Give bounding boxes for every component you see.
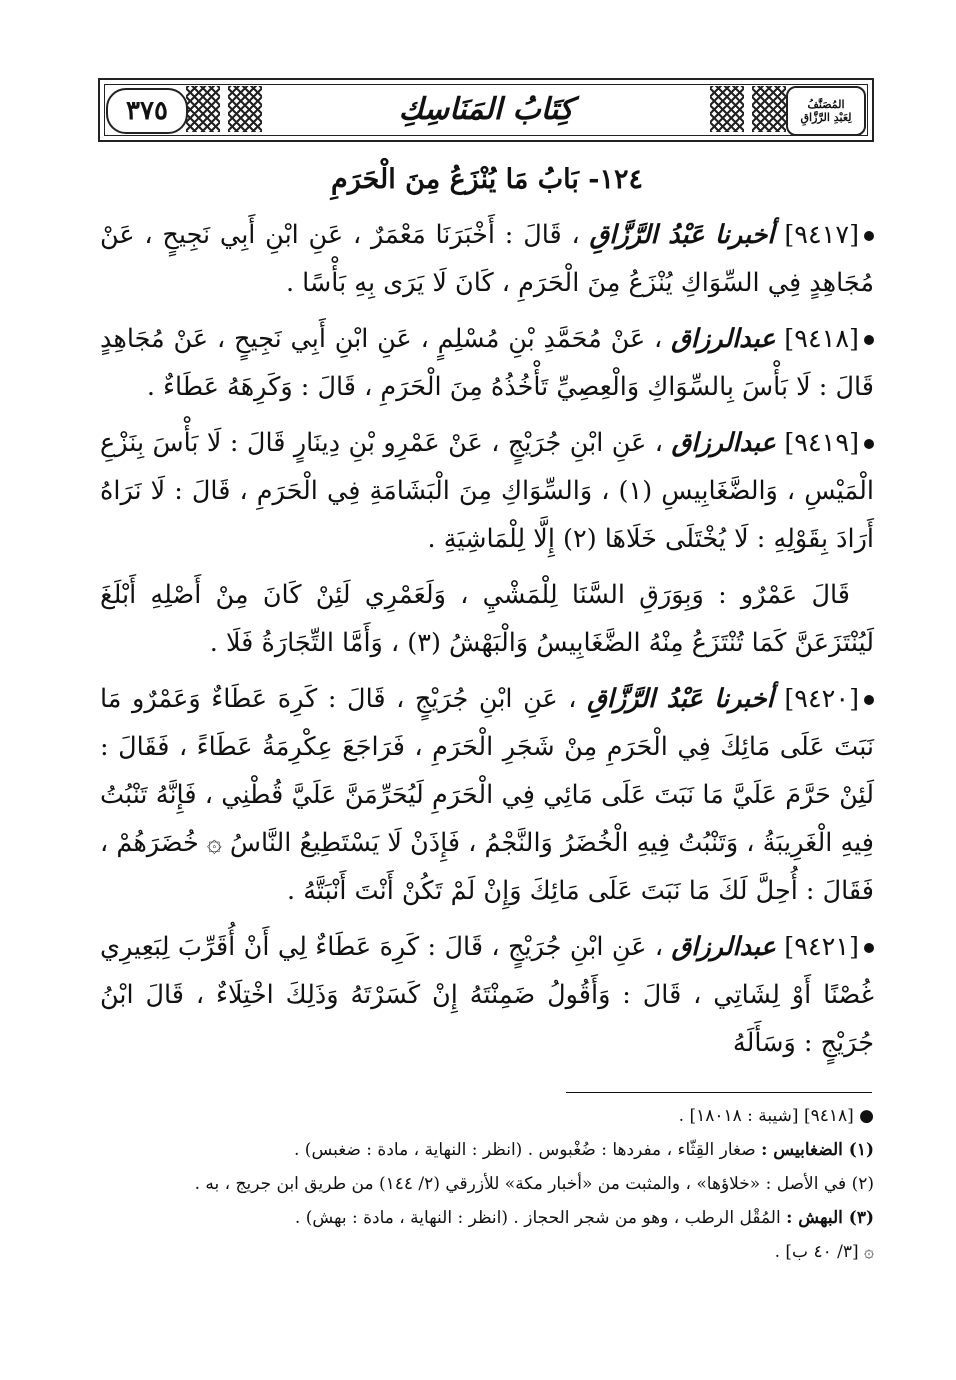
hadith-text: ، عَنِ ابْنِ جُرَيْجٍ ، قَالَ : كَرِهَ عَطَاءٌ لِي أَنْ أُقَرِّبَ لِبَعِيرِي غُصْنًا أَوْ لِشَاتِي ، قَالَ : وَأَقُولُ ضَمِنْتَهُ إِنْ كَسَرْتَهُ وَذَلِكَ اخْتِلَاءٌ ، قَالَ ابْنُ جُرَيْجٍ : وَسَأَلَهُ (100, 932, 874, 1058)
hadith-source: أخبرنا عَبْدُ الرَّزَّاقِ (589, 220, 775, 250)
bullet-icon (864, 231, 874, 241)
footnote (100, 1204, 874, 1232)
bullet-icon (864, 943, 874, 953)
chapter-title: ١٢٤- بَابُ مَا يُنْزَعُ مِنَ الْحَرَمِ (330, 164, 644, 195)
hadith-text: ، قَالَ : أَخْبَرَنَا مَعْمَرٌ ، عَنِ ابْنِ أَبِي نَجِيحٍ ، عَنْ مُجَاهِدٍ فِي السِّوَاكِ يُنْزَعُ مِنَ الْحَرَمِ ، كَانَ لَا يَرَى بِهِ بَأْسًا . (100, 220, 874, 298)
footnote (100, 1238, 874, 1266)
hadith-9420 (100, 675, 874, 915)
publisher-logo (786, 86, 866, 136)
hadith-9417 (100, 211, 874, 307)
statement-text: قَالَ عَمْرٌو : وَبِوَرَقِ السَّنَا لِلْمَشْيِ ، وَلَعَمْرِي لَئِنْ كَانَ مِنْ أَصْلِهِ أَبْلَغَ لَيُنْتَزَعَنَّ كَمَا تُنْتَزَعُ مِنْهُ الضَّغَابِيسُ وَالْبَهْشُ (٣) ، وَأَمَّا التِّجَارَةُ فَلَا . (100, 580, 874, 658)
hadith-text: ، عَنِ ابْنِ جُرَيْجٍ ، قَالَ : كَرِهَ عَطَاءٌ وَعَمْرٌو مَا نَبَتَ عَلَى مَائِكَ فِي الْحَرَمِ مِنْ شَجَرِ الْحَرَمِ ، فَرَاجَعَ عِكْرِمَةُ عَطَاءً ، فَقَالَ : لَئِنْ حَرَّمَ عَلَيَّ مَا نَبَتَ عَلَى مَائِي فِي الْحَرَمِ لَيُحَرِّمَنَّ عَلَيَّ قُطْنِي ، فَإِنَّهُ تَنْبُتُ فِيهِ الْغَرِيبَةُ ، وَتَنْبُتُ فِيهِ الْخُضَرُ وَالنَّجْمُ ، فَإِذَنْ لَا يَسْتَطِيعُ النَّاسُ ۞ خُضَرَهُمْ ، فَقَالَ : أُحِلَّ لَكَ مَا نَبَتَ عَلَى مَائِكَ وَإِنْ لَمْ تَكُنْ أَنْتَ أَنْبَتَّهُ . (100, 684, 874, 906)
logo-line-2: لِعَبْدِ الرَّزَّاقِ (800, 111, 852, 124)
ornament-right-1 (752, 86, 786, 132)
footnote-text: صغار القِثّاء ، مفردها : ضُغْبوس . (انظر : النهاية ، مادة : ضغبس) . (294, 1140, 762, 1160)
hadith-source: أخبرنا عَبْدُ الرَّزَّاقِ (587, 684, 774, 714)
page-number: ٣٧٥ (106, 88, 188, 134)
hadith-source: عبدالرزاق (671, 932, 776, 962)
bullet-icon (864, 695, 874, 705)
hadith-9418 (100, 315, 874, 411)
ornament-left-2 (228, 86, 262, 132)
footnote (100, 1170, 874, 1198)
footnote (100, 1102, 874, 1130)
page-header (98, 78, 874, 142)
bullet-icon (864, 335, 874, 345)
hadith-9421 (100, 923, 874, 1067)
logo-line-1: المُصَنَّفُ (807, 98, 845, 111)
footnote-text: (٢) في الأصل : «خلاؤها» ، والمثبت من «أخبار مكة» للأزرقي (٢/ ١٤٤) من طريق ابن جريج ، به . (194, 1174, 874, 1194)
ornament-left-1 (186, 86, 220, 132)
hadith-text: ، عَنِ ابْنِ جُرَيْجٍ ، عَنْ عَمْرِو بْنِ دِينَارٍ قَالَ : لَا بَأْسَ بِنَزْعِ الْمَيْسِ ، وَالضَّغَابِيسِ (١) ، وَالسِّوَاكِ مِنَ الْبَشَامَةِ فِي الْحَرَمِ ، قَالَ : لَا نَرَاهُ أَرَادَ بِقَوْلِهِ : لَا يُخْتَلَى خَلَاهَا (٢) إِلَّا لِلْمَاشِيَةِ . (100, 428, 874, 554)
hadith-number: [٩٤١٩] (784, 428, 860, 458)
ornament-right-2 (710, 86, 744, 132)
hadith-number: [٩٤١٧] (784, 220, 860, 250)
footnote-text: ● [٩٤١٨] [شيبة : ١٨٠١٨] . (678, 1106, 874, 1126)
footnote-text: المُقْل الرطب ، وهو من شجر الحجاز . (انظر : النهاية ، مادة : بهش) . (294, 1208, 787, 1228)
book-title: كِتَابُ المَنَاسِكِ (398, 91, 574, 127)
footnotes (100, 1102, 874, 1272)
hadith-number: [٩٤٢٠] (784, 684, 860, 714)
footnote (100, 1136, 874, 1164)
footnote-label: (٣) البهش : (786, 1208, 874, 1228)
hadith-number: [٩٤٢١] (784, 932, 859, 962)
hadith-text: ، عَنْ مُحَمَّدِ بْنِ مُسْلِمٍ ، عَنِ ابْنِ أَبِي نَجِيحٍ ، عَنْ مُجَاهِدٍ قَالَ : لَا بَأْسَ بِالسِّوَاكِ وَالْعِصِيِّ تَأْخُذُهُ مِنَ الْحَرَمِ ، قَالَ : وَكَرِهَهُ عَطَاءٌ . (100, 324, 874, 402)
footnote-separator (566, 1092, 872, 1093)
bullet-icon (864, 439, 874, 449)
footnote-label: (١) الضغابيس : (761, 1140, 874, 1160)
hadith-9419 (100, 419, 874, 563)
footnote-text: ۞ [٣/ ٤٠ ب] . (774, 1242, 874, 1262)
main-text (100, 160, 874, 1075)
amr-statement (100, 571, 874, 667)
hadith-source: عبدالرزاق (671, 428, 776, 458)
hadith-source: عبدالرزاق (671, 324, 776, 354)
hadith-number: [٩٤١٨] (784, 324, 859, 354)
